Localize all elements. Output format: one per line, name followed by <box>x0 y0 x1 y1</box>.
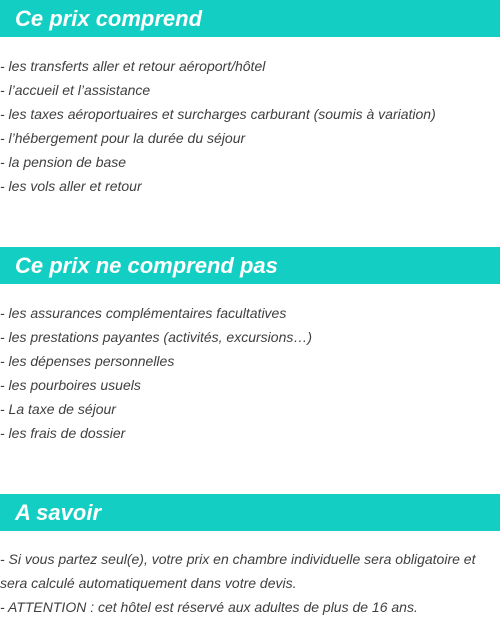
excluded-heading: Ce prix ne comprend pas <box>0 247 500 284</box>
list-item: - la pension de base <box>0 154 127 170</box>
excluded-list <box>0 301 500 445</box>
list-item: - La taxe de séjour <box>0 401 116 417</box>
list-item: - les frais de dossier <box>0 425 126 441</box>
list-item: - l’accueil et l’assistance <box>0 82 151 98</box>
list-item: - les taxes aéroportuaires et surcharges carburant (soumis à variation) <box>0 106 436 122</box>
included-heading: Ce prix comprend <box>0 0 500 37</box>
list-item: - les assurances complémentaires facultatives <box>0 305 287 321</box>
included-section <box>0 0 500 198</box>
info-paragraph: - ATTENTION : cet hôtel est réservé aux adultes de plus de 16 ans. <box>0 599 418 615</box>
info-paragraph: - Si vous partez seul(e), votre prix en chambre individuelle sera obligatoire et sera calculé automatiquement dans votre devis. <box>0 551 476 591</box>
list-item: - les pourboires usuels <box>0 377 141 393</box>
list-item: - les transferts aller et retour aéroport/hôtel <box>0 58 266 74</box>
list-item: - les dépenses personnelles <box>0 353 175 369</box>
excluded-section <box>0 247 500 445</box>
info-section <box>0 494 500 619</box>
list-item: - les prestations payantes (activités, excursions…) <box>0 329 313 345</box>
included-list <box>0 54 500 198</box>
info-heading: A savoir <box>0 494 500 531</box>
list-item: - l’hébergement pour la durée du séjour <box>0 130 246 146</box>
list-item: - les vols aller et retour <box>0 178 142 194</box>
